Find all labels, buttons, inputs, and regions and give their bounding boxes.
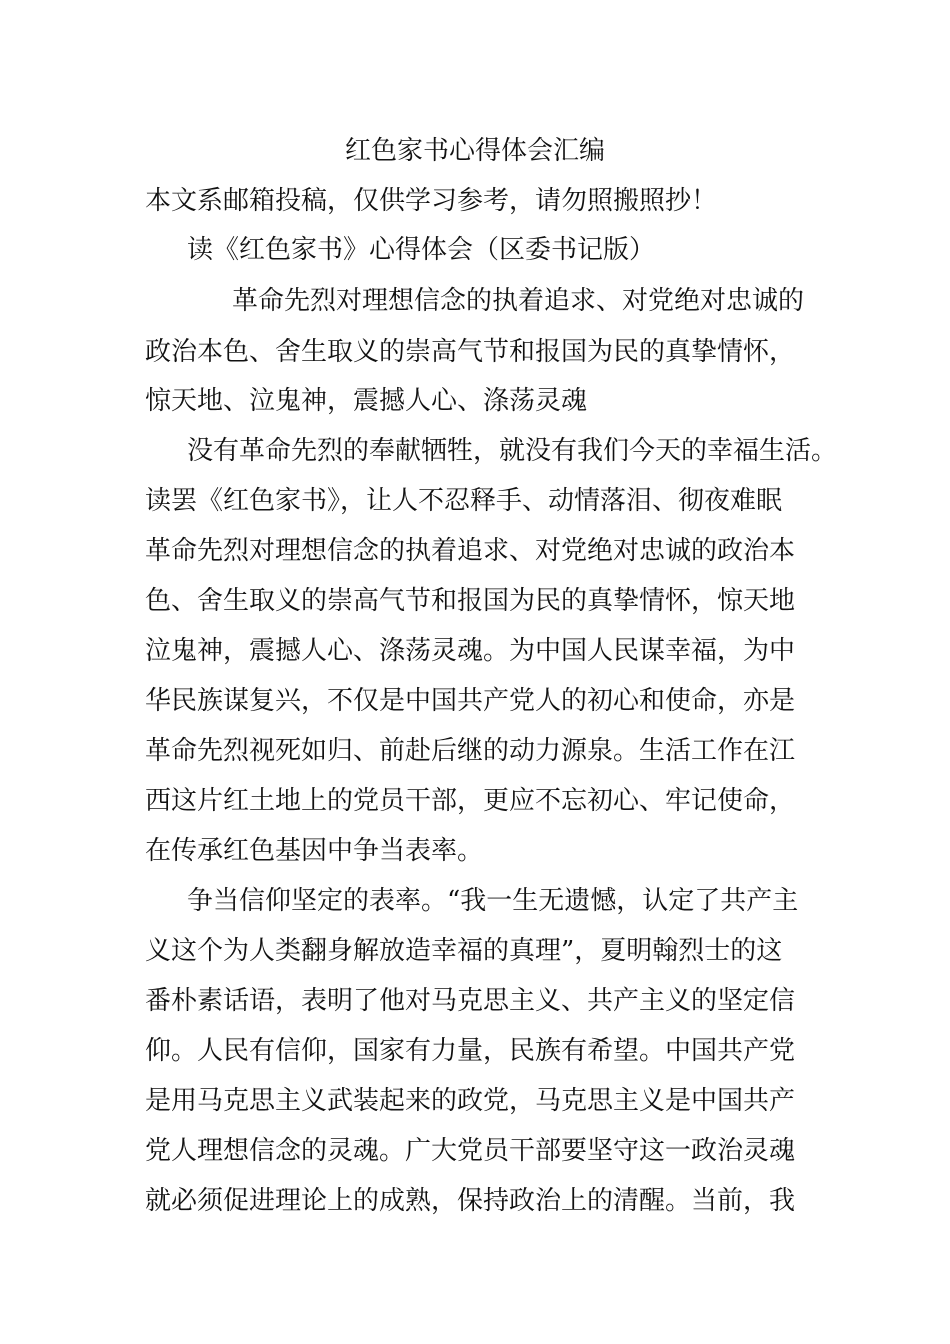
lead-line: 惊天地、泣鬼神，震撼人心、涤荡灵魂 (145, 386, 588, 416)
paragraph-line: 仰。人民有信仰，国家有力量，民族有希望。中国共产党 (145, 1036, 796, 1066)
paragraph-line: 在传承红色基因中争当表率。 (145, 836, 484, 866)
paragraph-line: 争当信仰坚定的表率。“我一生无遗憾，认定了共产主 (187, 886, 799, 916)
document-title: 红色家书心得体会汇编 (344, 136, 605, 166)
notice-line: 本文系邮箱投稿，仅供学习参考，请勿照搬照抄！ (145, 186, 718, 216)
paragraph-line: 西这片红土地上的党员干部，更应不忘初心、牢记使命， (145, 786, 796, 816)
paragraph-line: 义这个为人类翻身解放造幸福的真理”，夏明翰烈士的这 (145, 936, 783, 966)
paragraph-line: 革命先烈对理想信念的执着追求、对党绝对忠诚的政治本 (145, 536, 796, 566)
paragraph-line: 色、舍生取义的崇高气节和报国为民的真挚情怀，惊天地 (145, 586, 796, 616)
subtitle-line: 读《红色家书》心得体会（区委书记版） (187, 235, 656, 265)
lead-line: 革命先烈对理想信念的执着追求、对党绝对忠诚的 (232, 286, 805, 316)
paragraph-line: 党人理想信念的灵魂。广大党员干部要坚守这一政治灵魂 (145, 1136, 796, 1166)
paragraph-line: 泣鬼神，震撼人心、涤荡灵魂。为中国人民谋幸福，为中 (145, 636, 796, 666)
paragraph-line: 番朴素话语，表明了他对马克思主义、共产主义的坚定信 (145, 986, 796, 1016)
paragraph-line: 是用马克思主义武装起来的政党，马克思主义是中国共产 (145, 1086, 796, 1116)
lead-line: 政治本色、舍生取义的崇高气节和报国为民的真挚情怀， (145, 337, 796, 367)
paragraph-line: 就必须促进理论上的成熟，保持政治上的清醒。当前，我 (145, 1186, 796, 1216)
paragraph-line: 革命先烈视死如归、前赴后继的动力源泉。生活工作在江 (145, 736, 796, 766)
paragraph-line: 华民族谋复兴，不仅是中国共产党人的初心和使命，亦是 (145, 686, 796, 716)
paragraph-line: 没有革命先烈的奉献牺牲，就没有我们今天的幸福生活。 (187, 436, 838, 466)
paragraph-line: 读罢《红色家书》，让人不忍释手、动情落泪、彻夜难眠 (145, 486, 783, 516)
